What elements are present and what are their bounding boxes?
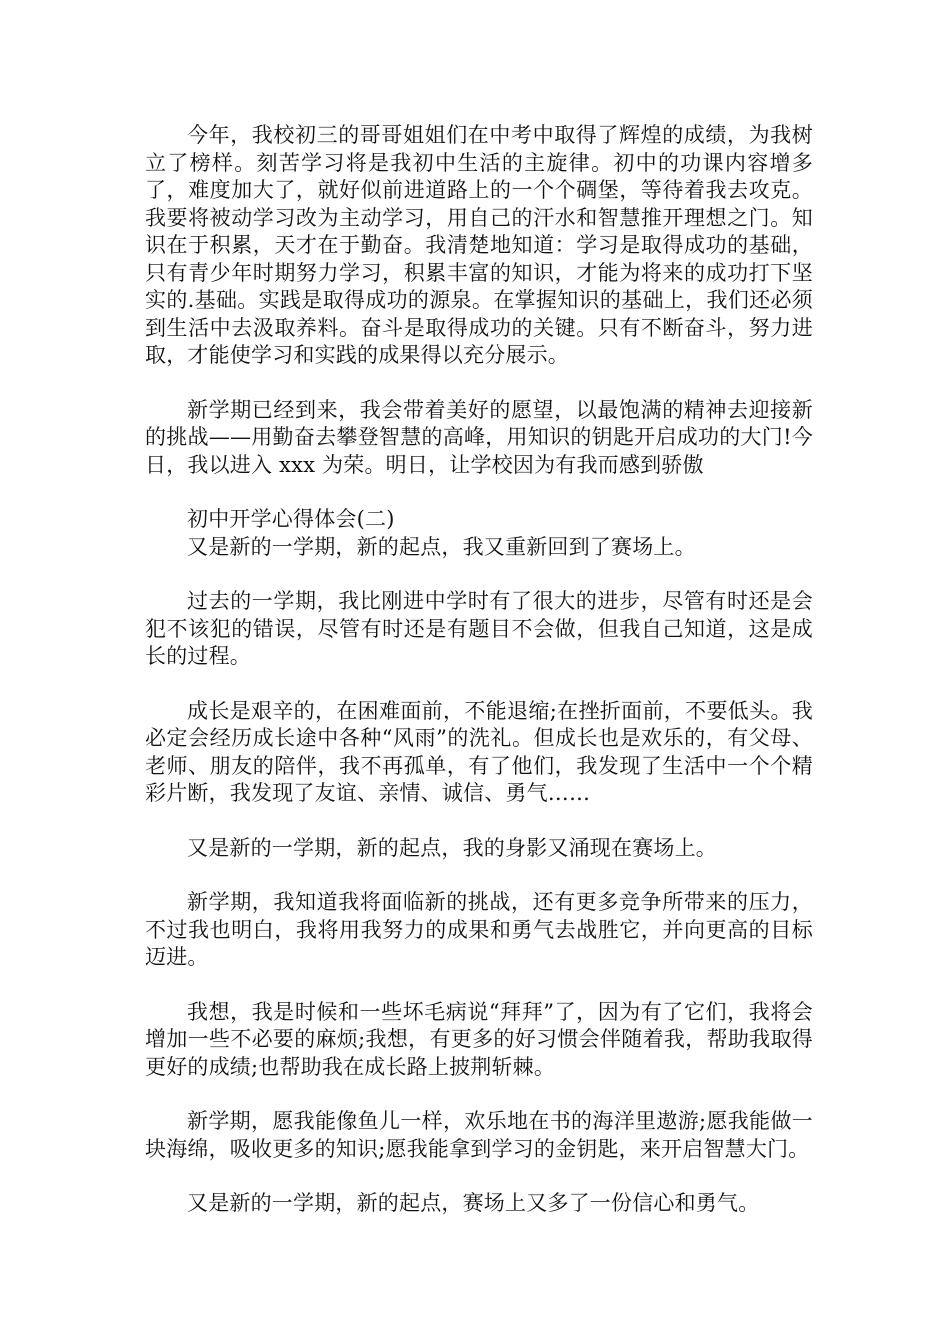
paragraph-habits: 我想，我是时候和一些坏毛病说“拜拜”了，因为有了它们，我将会增加一些不必要的麻烦;我想，有更多的好习惯会伴随着我，帮助我取得更好的成绩;也帮助我在成长路上披荆斩棘。 (145, 999, 813, 1079)
paragraph-confidence: 又是新的一学期，新的起点，赛场上又多了一份信心和勇气。 (187, 1191, 760, 1215)
paragraph-figure-on-field: 又是新的一学期，新的起点，我的身影又涌现在赛场上。 (187, 835, 717, 860)
paragraph-past-semester: 过去的一学期，我比刚进中学时有了很大的进步，尽管有时还是会犯不该犯的错误，尽管有时还是有题目不会做，但我自己知道，这是成长的过程。 (145, 589, 813, 668)
paragraph-wishes: 新学期，愿我能像鱼儿一样，欢乐地在书的海洋里遨游;愿我能做一块海绵，吸收更多的知识;愿我能拿到学习的金钥匙，来开启智慧大门。 (145, 1109, 813, 1161)
section-heading: 初中开学心得体会(二) (187, 507, 395, 531)
paragraph-growth: 成长是艰辛的，在困难面前，不能退缩;在挫折面前，不要低头。我必定会经历成长途中各种“风雨”的洗礼。但成长也是欢乐的，有父母、老师、朋友的陪伴，我不再孤单，有了他们，我发现了生活中一个个精彩片断，我发现了友谊、亲情、诚信、勇气…… (145, 698, 813, 805)
paragraph-back-on-field: 又是新的一学期，新的起点，我又重新回到了赛场上。 (187, 534, 696, 559)
paragraph-new-semester: 新学期已经到来，我会带着美好的愿望，以最饱满的精神去迎接新的挑战——用勤奋去攀登智慧的高峰，用知识的钥匙开启成功的大门!今日，我以进入 xxx 为荣。明日，让学校因为有我而感到骄傲 (145, 397, 813, 477)
paragraph-new-challenges: 新学期，我知道我将面临新的挑战，还有更多竞争所带来的压力，不过我也明白，我将用我努力的成果和勇气去战胜它，并向更高的目标迈进。 (145, 890, 813, 969)
paragraph-study-goals: 今年，我校初三的哥哥姐姐们在中考中取得了辉煌的成绩，为我树立了榜样。刻苦学习将是我初中生活的主旋律。初中的功课内容增多了，难度加大了，就好似前进道路上的一个个碉堡，等待着我去攻克。我要将被动学习改为主动学习，用自己的汗水和智慧推开理想之门。知识在于积累，天才在于勤奋。我清楚地知道：学习是取得成功的基础，只有青少年时期努力学习，积累丰富的知识，才能为将来的成功打下坚实的.基础。实践是取得成功的源泉。在掌握知识的基础上，我们还必须到生活中去汲取养料。奋斗是取得成功的关键。只有不断奋斗，努力进取，才能使学习和实践的成果得以充分展示。 (145, 123, 813, 367)
document-body (145, 122, 813, 1245)
